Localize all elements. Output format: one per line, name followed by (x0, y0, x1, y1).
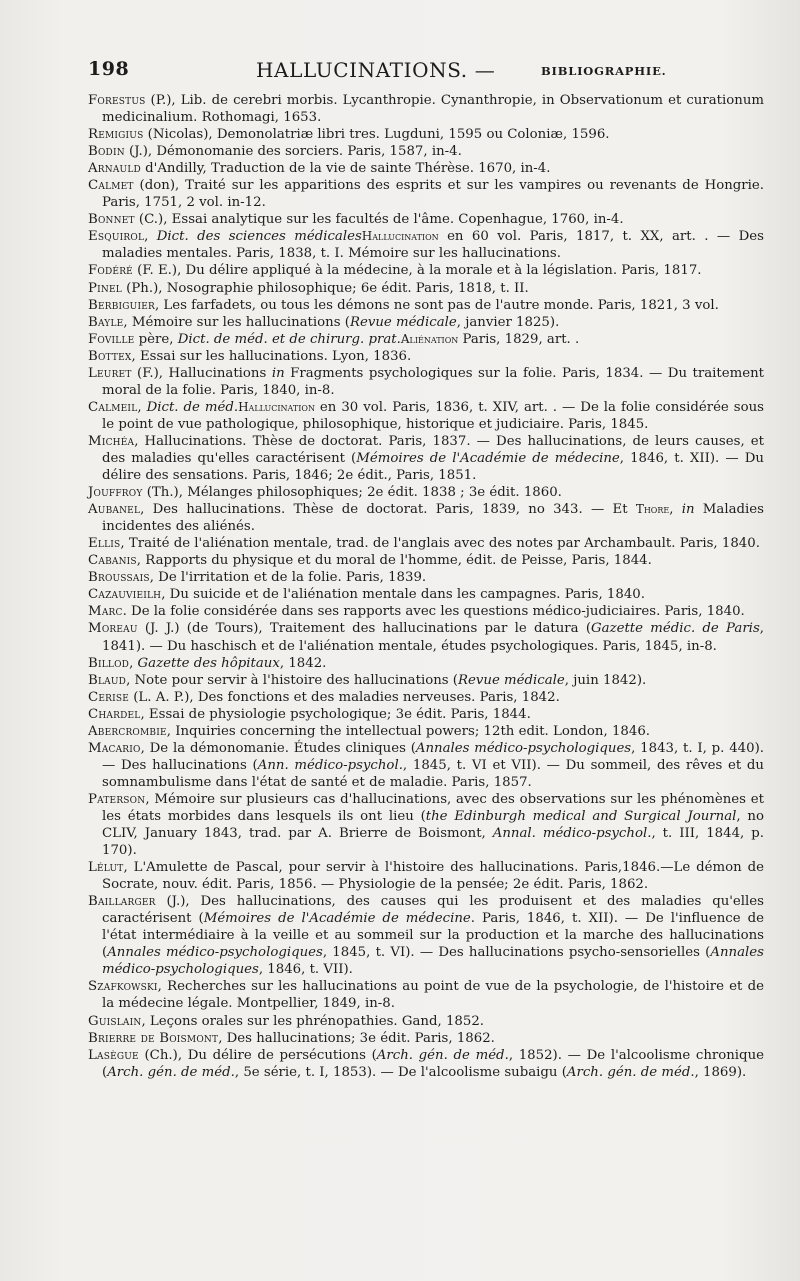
entry-author: Macario (88, 740, 141, 756)
entry-text: (J.), Des hallucinations, des causes qui les produisent et des maladies qu'elles caractérisent ( (102, 894, 764, 927)
entry-text: , Leçons orales sur les phrénopathies. Gand, 1852. (141, 1013, 485, 1029)
entry-author: Forestus (88, 93, 146, 108)
bibliography-entry (88, 672, 764, 689)
bibliography-entry (88, 160, 764, 177)
entry-author: Blaud (88, 672, 127, 688)
entry-text: père, (134, 331, 178, 347)
entry-text: (don), Traité sur les apparitions des esprits et sur les vampires ou revenants de Hongrie. Paris, 1751, 2 vol. in-12. (102, 178, 764, 211)
bibliography-entry (88, 1047, 764, 1081)
entry-title-italic: Revue médicale (458, 672, 565, 688)
entry-author: Esquirol (88, 229, 145, 245)
bibliography-entry (88, 365, 764, 399)
entry-title-italic: Annal. médico-psychol. (492, 826, 652, 842)
entry-text: , no CLIV, January 1843, trad. par A. Brierre de Boismont, (102, 808, 764, 842)
entry-author: Bonnet (88, 212, 135, 228)
entry-smallcaps: Hallucination (238, 399, 315, 414)
bibliography-entry (88, 92, 764, 126)
entry-title-italic: Annales médico-psychologiques (107, 945, 323, 961)
entry-author: Aubanel (88, 502, 141, 518)
bibliography-entry (88, 586, 764, 603)
entry-text: (F. E.), Du délire appliqué à la médecine, à la morale et à la législation. Paris, 1817. (132, 263, 702, 279)
entry-text: . (575, 331, 580, 347)
entry-text: , Des hallucinations. Thèse de doctorat. Paris, 1839, no 343. — Et (140, 502, 636, 518)
entry-author: Cabanis (88, 553, 137, 569)
entry-title-italic: Arch. gén. de méd. (376, 1047, 509, 1063)
entry-text: , Recherches sur les hallucinations au point de vue de la psychologie, de l'histoire et de la médecine légale. Montpellier, 1849, in-8. (102, 979, 764, 1012)
entry-text: (Nicolas), Demonolatriæ libri tres. Lugduni, 1595 ou Coloniæ, 1596. (143, 127, 610, 143)
entry-title-italic: Gazette des hôpitaux (137, 655, 280, 671)
bibliography-entry (88, 791, 764, 859)
entry-author: Paterson (88, 791, 146, 807)
bibliography-entry (88, 706, 764, 723)
entry-text: . Paris, 1846, t. XII). — De l'influence de l'état intermédiaire à la veille et au sommeil sur la production et la marche des hallucinations ( (102, 911, 764, 961)
bibliography-entry (88, 569, 764, 586)
entry-text: , 1852). — De l'alcoolisme chronique ( (102, 1047, 764, 1080)
bibliography-entry (88, 620, 764, 654)
entry-author: Arnauld (88, 161, 141, 177)
entry-author: Guislain (88, 1013, 142, 1029)
entry-text: , Essai de physiologie psychologique; 3e édit. Paris, 1844. (140, 706, 531, 722)
entry-title-italic: Dict. de méd. (146, 399, 239, 415)
bibliography-entry (88, 689, 764, 706)
entry-title-italic: Revue médicale (349, 314, 457, 330)
entry-text: (L. A. P.), Des fonctions et des maladies nerveuses. Paris, 1842. (129, 689, 560, 705)
bibliography-entry (88, 501, 764, 535)
entry-author: Leuret (88, 365, 132, 381)
entry-text: (Ph.), Nosographie philosophique; 6e édit. Paris, 1818, t. II. (121, 280, 529, 296)
bibliography-entry (88, 228, 764, 262)
entry-text: , juin 1842). (564, 672, 647, 688)
bibliography-entry (88, 740, 764, 791)
entry-author: Jouffroy (88, 485, 143, 501)
entry-title-italic: Annales médico-psychologiques (415, 740, 632, 756)
entry-text: (F.), Hallucinations (131, 365, 272, 381)
entry-text: , 1869). (694, 1064, 747, 1080)
entry-author: Broussais (88, 570, 150, 586)
entry-text: , 1845, t. VI). — Des hallucinations psycho-sensorielles ( (322, 945, 711, 961)
bibliography-entry (88, 280, 764, 297)
entry-title-italic: in (271, 365, 285, 381)
entry-text: , L'Amulette de Pascal, pour servir à l'histoire des hallucinations. Paris,1846.—Le démon de Socrate, nouv. édit. Paris, 1856. — Physiologie de la pensée; 2e édit. Paris, 1862. (102, 860, 764, 893)
entry-text: Paris, 1829, art. (458, 331, 576, 347)
entry-text: , Des hallucinations; 3e édit. Paris, 1862. (218, 1030, 495, 1046)
entry-text: , De l'irritation et de la folie. Paris, 1839. (149, 570, 427, 586)
entry-author: Ellis (88, 536, 121, 552)
entry-text: , Note pour servir à l'histoire des hallucinations ( (126, 672, 458, 688)
bibliography-entry (88, 399, 764, 433)
bibliography-entry (88, 978, 764, 1012)
bibliography-entry (88, 655, 764, 672)
entry-title-italic: Gazette médic. de Paris (591, 621, 760, 637)
entry-text: d'Andilly, Traduction de la vie de sainte Thérèse. 1670, in-4. (140, 161, 551, 177)
bibliography-entry (88, 535, 764, 552)
entry-text: , Rapports du physique et du moral de l'homme, édit. de Peisse, Paris, 1844. (136, 553, 652, 569)
entry-text: (J. J.) (de Tours), Traitement des hallucinations par le datura ( (137, 621, 592, 637)
bibliography-entry (88, 177, 764, 211)
bibliography-entry (88, 484, 764, 501)
entry-text: . De la folie considérée dans ses rapports avec les questions médico-judiciaires. Paris, 1840. (122, 604, 745, 620)
entry-text: , Les farfadets, ou tous les démons ne sont pas de l'autre monde. Paris, 1821, 3 vol. (154, 297, 719, 313)
entry-author: Lasègue (88, 1047, 139, 1063)
entry-text: , 5e série, t. I, 1853). — De l'alcoolisme subaigu ( (234, 1064, 567, 1080)
entry-title-italic: Dict. de méd. et de chirurg. prat. (177, 331, 401, 347)
entry-text: en 60 vol. Paris, 1817, t. XX, art. (438, 229, 705, 245)
entry-text: , Hallucinations. Thèse de doctorat. Paris, 1837. — Des hallucinations, de leurs causes, et des maladies qu'elles caractérisent ( (102, 433, 764, 466)
entry-text: , Inquiries concerning the intellectual powers; 12th edit. London, 1846. (166, 723, 651, 739)
entry-text: Fragments psychologiques sur la folie. Paris, 1834. — Du traitement moral de la folie. Paris, 1840, in-8. (102, 365, 764, 398)
entry-title-italic: Mémoires de l'Académie de médecine (356, 450, 620, 466)
entry-author: Moreau (88, 621, 138, 637)
entry-text: , Traité de l'aliénation mentale, trad. de l'anglais avec des notes par Archambault. Paris, 1840. (120, 536, 760, 552)
bibliography-entry (88, 1030, 764, 1047)
entry-text: , 1842. (279, 655, 327, 671)
entry-text: , Essai sur les hallucinations. Lyon, 1836. (131, 348, 412, 364)
bibliography-entry (88, 126, 764, 143)
entry-author: Calmet (88, 178, 134, 194)
bibliography-entry (88, 1013, 764, 1030)
entry-author: Cerise (88, 689, 130, 705)
bibliography-entry (88, 859, 764, 893)
bibliography-entry (88, 331, 764, 348)
entry-text: , janvier 1825). (456, 314, 560, 330)
bibliography-list (88, 92, 764, 1081)
entry-text: (Ch.), Du délire de persécutions ( (138, 1047, 377, 1063)
page-number: 198 (88, 58, 130, 80)
entry-text: , (669, 502, 682, 518)
bibliography-entry (88, 348, 764, 365)
running-title (256, 58, 495, 82)
entry-text: , (129, 655, 138, 671)
entry-text: en 30 vol. Paris, 1836, t. XIV, art. (314, 399, 553, 415)
entry-title-italic: Dict. des sciences médicales (156, 229, 362, 245)
entry-author: Berbiguier (88, 297, 155, 313)
entry-title-italic: Mémoires de l'Académie de médecine (203, 911, 471, 927)
bibliography-entry (88, 262, 764, 279)
entry-title-italic: Arch. gén. de méd. (107, 1064, 235, 1080)
entry-author: Szafkowski (88, 979, 158, 995)
entry-text: , t. III, 1844, p. 170). (102, 826, 764, 859)
entry-author: Marc (88, 604, 123, 620)
entry-title-italic: Arch. gén. de méd. (566, 1064, 695, 1080)
entry-text: , 1841). — Du haschisch et de l'aliénation mentale, études psychologiques. Paris, 1845, in-8. (102, 621, 764, 654)
entry-author: Bottex (88, 348, 132, 364)
bibliography-entry (88, 893, 764, 978)
entry-text: (J.), Démonomanie des sorciers. Paris, 1587, in-4. (124, 144, 462, 160)
bibliography-entry (88, 314, 764, 331)
entry-text: , 1846, t. VII). (258, 962, 353, 978)
entry-smallcaps: Hallucination (361, 229, 439, 244)
entry-text: , 1845, t. VI et VII). — Du sommeil, des rêves et du somnambulisme dans l'état de santé et de maladie. Paris, 1857. (102, 757, 764, 790)
entry-author: Michéa (88, 433, 135, 449)
entry-text: Maladies incidentes des aliénés. (102, 502, 764, 535)
bibliography-entry (88, 211, 764, 228)
entry-author: Foville (88, 331, 135, 347)
entry-smallcaps: Thore (635, 502, 670, 517)
entry-text: (Th.), Mélanges philosophiques; 2e édit. 1838 ; 3e édit. 1860. (142, 485, 562, 501)
entry-author: Cazauvieilh (88, 587, 162, 603)
entry-title-italic: Annales médico-psychologiques (102, 945, 764, 978)
entry-author: Brierre de Boismont (88, 1030, 219, 1046)
entry-text: (C.), Essai analytique sur les facultés de l'âme. Copenhague, 1760, in-4. (134, 212, 624, 228)
bibliography-entry (88, 143, 764, 160)
entry-smallcaps: Aliénation (400, 331, 459, 346)
entry-author: Lélut (88, 860, 124, 876)
entry-author: Fodéré (88, 263, 133, 279)
header-dash: — (474, 58, 496, 82)
entry-title-italic: Ann. médico-psychol. (257, 757, 403, 773)
entry-text: , (144, 229, 157, 245)
entry-author: Pinel (88, 280, 122, 296)
bibliography-entry (88, 552, 764, 569)
entry-author: Billod (88, 655, 130, 671)
entry-text: , (137, 399, 147, 415)
entry-title-italic: in (681, 502, 695, 518)
running-title-text: HALLUCINATIONS. (256, 58, 468, 82)
running-header (88, 58, 768, 88)
entry-text: , Mémoire sur les hallucinations ( (123, 314, 350, 330)
entry-text: (P.), Lib. de cerebri morbis. Lycanthropie. Cynanthropie, in Observationum et curationum medicinalium. Rothomagi, 1653. (102, 93, 764, 126)
entry-author: Calmeil (88, 399, 138, 415)
running-subtitle: BIBLIOGRAPHIE. (541, 64, 667, 78)
entry-author: Abercrombie (88, 723, 167, 739)
bibliography-entry (88, 603, 764, 620)
entry-author: Chardel (88, 706, 141, 722)
entry-text: , 1843, t. I, p. 440). — Des hallucinations ( (102, 740, 764, 773)
entry-title-italic: the Edinburgh medical and Surgical Journal (425, 808, 737, 824)
entry-text: , De la démonomanie. Études cliniques ( (140, 740, 416, 756)
entry-text: , 1846, t. XII). — Du délire des sensations. Paris, 1846; 2e édit., Paris, 1851. (102, 450, 764, 484)
entry-author: Baillarger (88, 894, 156, 910)
entry-text: , Du suicide et de l'aliénation mentale dans les campagnes. Paris, 1840. (161, 587, 645, 603)
entry-text: . — Des maladies mentales. Paris, 1838, t. I. Mémoire sur les hallucinations. (102, 229, 764, 262)
bibliography-entry (88, 433, 764, 484)
bibliography-entry (88, 297, 764, 314)
entry-author: Remigius (88, 127, 144, 143)
entry-text: , Mémoire sur plusieurs cas d'hallucinations, avec des observations sur les phénomènes et les états morbides dans lesquels ils ont lieu ( (102, 791, 764, 824)
bibliography-entry (88, 723, 764, 740)
entry-author: Bodin (88, 144, 125, 160)
entry-text: . — De la folie considérée sous le point de vue pathologique, philosophique, historique et judiciaire. Paris, 1845. (102, 399, 765, 432)
entry-author: Bayle (88, 314, 124, 330)
